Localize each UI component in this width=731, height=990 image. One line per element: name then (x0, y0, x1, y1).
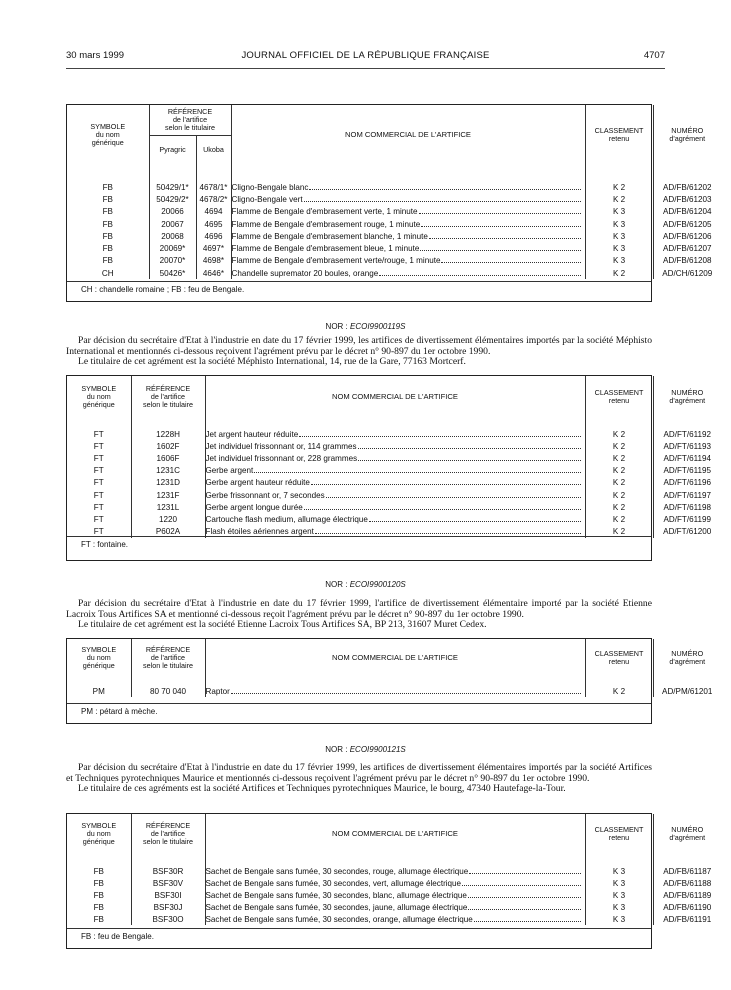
col-reference: RÉFÉRENCE de l'artifice selon le titulaire (149, 105, 231, 135)
cell-reference: BSF30R (131, 866, 205, 878)
cell-classement: K 2 (585, 489, 653, 501)
table-3-note: PM : pétard à mèche. (67, 703, 651, 723)
cell-nom-commercial: Sachet de Bengale sans fumée, 30 secondes, orange, allumage électrique (205, 913, 585, 925)
cell-symbole: FT (93, 441, 104, 451)
cell-classement: K 2 (585, 526, 653, 538)
cell-ref-pyragric: 20066 (149, 206, 196, 218)
cell-reference: 1606F (131, 452, 205, 464)
cell-classement: K 3 (585, 255, 653, 267)
cell-reference: BSF30V (131, 878, 205, 890)
table-row (67, 878, 721, 890)
col-numero: NUMÉRO d'agrément (653, 639, 721, 677)
cell-symbole: FB (93, 902, 104, 912)
table-row (67, 452, 721, 464)
table-row (67, 866, 721, 878)
cell-ref-ukoba: 4698* (196, 255, 231, 267)
cell-ref-pyragric: 20069* (149, 242, 196, 254)
paragraph-3-decision: Par décision du secrétaire d'Etat à l'industrie en date du 17 février 1999, l'artifice de divertissement élémentaire importé par la société Etienne Lacroix Tous Artifices SA et mentionné ci-dessous reçoit l'agrément prévu par le décret n° 90-897 du 1er octobre 1990. (66, 598, 652, 620)
cell-numero: AD/FB/61207 (653, 242, 721, 254)
table-2 (66, 375, 712, 561)
cell-nom-commercial: Cligno-Bengale blanc (231, 181, 585, 193)
cell-classement: K 2 (585, 477, 653, 489)
col-reference: RÉFÉRENCE de l'artifice selon le titulaire (131, 639, 205, 677)
cell-classement: K 2 (585, 513, 653, 525)
cell-nom-commercial: Flamme de Bengale d'embrasement verte/rouge, 1 minute (231, 255, 585, 267)
cell-reference: 1231C (131, 465, 205, 477)
cell-reference: 1602F (131, 440, 205, 452)
cell-numero: AD/FT/61192 (653, 428, 721, 440)
cell-classement: K 3 (585, 878, 653, 890)
cell-classement: K 2 (585, 452, 653, 464)
cell-ref-pyragric: 20068 (149, 230, 196, 242)
cell-classement: K 3 (585, 242, 653, 254)
nor-4: NOR : ECOI9900121S (325, 745, 406, 754)
cell-ref-pyragric: 20070* (149, 255, 196, 267)
paragraph-3 (66, 599, 652, 631)
cell-symbole: FB (102, 256, 113, 266)
cell-symbole: PM (92, 686, 105, 696)
cell-symbole: FT (93, 429, 104, 439)
col-classement: CLASSEMENT retenu (585, 105, 653, 165)
cell-numero: AD/FB/61208 (653, 255, 721, 267)
table-2-note: FT : fontaine. (67, 536, 651, 560)
cell-numero: AD/FT/61196 (653, 477, 721, 489)
cell-symbole: FT (93, 466, 104, 476)
cell-nom-commercial: Cligno-Bengale vert (231, 193, 585, 205)
cell-numero: AD/FB/61188 (653, 878, 721, 890)
cell-symbole: FT (93, 478, 104, 488)
cell-symbole: FT (93, 453, 104, 463)
cell-numero: AD/FB/61191 (653, 913, 721, 925)
table-row (67, 428, 721, 440)
paragraph-4 (66, 763, 652, 795)
cell-ref-pyragric: 50429/1* (149, 181, 196, 193)
table-row (67, 206, 721, 218)
cell-nom-commercial: Raptor (205, 685, 585, 697)
cell-ref-ukoba: 4697* (196, 242, 231, 254)
table-row (67, 255, 721, 267)
cell-numero: AD/FB/61189 (653, 890, 721, 902)
table-row (67, 218, 721, 230)
col-pyragric: Pyragric (149, 135, 196, 165)
paragraph-2-decision: Par décision du secrétaire d'Etat à l'industrie en date du 17 février 1999, les artifices de divertissement élémentaires importés par la société Méphisto International et mentionnés ci-dessous reçoivent l'agrément prévu par le décret n° 90-897 du 1er octobre 1990. (66, 335, 652, 357)
col-reference: RÉFÉRENCE de l'artifice selon le titulaire (131, 376, 205, 418)
cell-nom-commercial: Sachet de Bengale sans fumée, 30 secondes, vert, allumage électrique (205, 878, 585, 890)
cell-numero: AD/FB/61205 (653, 218, 721, 230)
table-row (67, 913, 721, 925)
cell-numero: AD/FT/61200 (653, 526, 721, 538)
cell-classement: K 2 (585, 267, 653, 279)
cell-classement: K 2 (585, 181, 653, 193)
cell-reference: 1231F (131, 489, 205, 501)
cell-reference: P602A (131, 526, 205, 538)
cell-reference: BSF30O (131, 913, 205, 925)
cell-ref-pyragric: 50426* (149, 267, 196, 279)
cell-numero: AD/FT/61197 (653, 489, 721, 501)
cell-nom-commercial: Flamme de Bengale d'embrasement bleue, 1 minute (231, 242, 585, 254)
col-nom: NOM COMMERCIAL DE L'ARTIFICE (205, 814, 585, 854)
cell-ref-ukoba: 4678/2* (196, 193, 231, 205)
col-classement: CLASSEMENT retenu (585, 814, 653, 854)
cell-classement: K 2 (585, 465, 653, 477)
table-row (67, 501, 721, 513)
cell-nom-commercial: Gerbe frissonnant or, 7 secondes (205, 489, 585, 501)
cell-nom-commercial: Jet argent hauteur réduite (205, 428, 585, 440)
col-symbole: SYMBOLE du nom générique (81, 645, 117, 670)
nor-2: NOR : ECOI9900119S (325, 322, 406, 331)
cell-numero: AD/FT/61198 (653, 501, 721, 513)
cell-classement: K 2 (585, 685, 653, 697)
cell-reference: 1231D (131, 477, 205, 489)
table-row (67, 242, 721, 254)
header-rule (66, 68, 665, 69)
cell-classement: K 3 (585, 901, 653, 913)
cell-nom-commercial: Gerbe argent (205, 465, 585, 477)
col-nom: NOM COMMERCIAL DE L'ARTIFICE (231, 105, 585, 165)
col-symbole: SYMBOLE du nom générique (81, 384, 117, 409)
cell-nom-commercial: Chandelle supremator 20 boules, orange (231, 267, 585, 279)
cell-classement: K 3 (585, 913, 653, 925)
cell-symbole: CH (101, 268, 114, 278)
cell-numero: AD/CH/61209 (653, 267, 721, 279)
cell-nom-commercial: Flamme de Bengale d'embrasement blanche, 1 minute (231, 230, 585, 242)
cell-classement: K 2 (585, 440, 653, 452)
cell-nom-commercial: Jet individuel frissonnant or, 228 grammes (205, 452, 585, 464)
cell-numero: AD/FT/61195 (653, 465, 721, 477)
table-row (67, 193, 721, 205)
cell-nom-commercial: Flamme de Bengale d'embrasement rouge, 1 minute (231, 218, 585, 230)
nor-3: NOR : ECOI9900120S (325, 580, 406, 589)
paragraph-2-titulaire: Le titulaire de cet agrément est la société Méphisto International, 14, rue de la Gare, 77163 Mortcerf. (78, 356, 466, 367)
cell-numero: AD/PM/61201 (653, 685, 721, 697)
cell-reference: 1220 (131, 513, 205, 525)
col-numero: NUMÉRO d'agrément (653, 376, 721, 418)
table-4-note: FB : feu de Bengale. (67, 928, 651, 948)
cell-ref-ukoba: 4696 (196, 230, 231, 242)
cell-classement: K 3 (585, 206, 653, 218)
header-title: JOURNAL OFFICIEL DE LA RÉPUBLIQUE FRANÇAISE (241, 50, 490, 61)
cell-symbole: FB (93, 914, 104, 924)
cell-nom-commercial: Sachet de Bengale sans fumée, 30 secondes, rouge, allumage électrique (205, 866, 585, 878)
cell-symbole: FB (102, 244, 113, 254)
paragraph-3-titulaire: Le titulaire de cet agrément est la société Etienne Lacroix Tous Artifices SA, BP 213, 31607 Muret Cedex. (78, 619, 487, 630)
table-1 (66, 104, 713, 302)
cell-classement: K 2 (585, 193, 653, 205)
table-row (67, 477, 721, 489)
cell-symbole: FB (102, 231, 113, 241)
cell-nom-commercial: Sachet de Bengale sans fumée, 30 secondes, blanc, allumage électrique (205, 890, 585, 902)
cell-ref-ukoba: 4646* (196, 267, 231, 279)
cell-nom-commercial: Flamme de Bengale d'embrasement verte, 1 minute (231, 206, 585, 218)
col-symbole: SYMBOLE du nom générique (90, 122, 126, 147)
col-symbole: SYMBOLE du nom générique (81, 821, 117, 846)
table-row (67, 489, 721, 501)
cell-nom-commercial: Gerbe argent longue durée (205, 501, 585, 513)
cell-symbole: FB (93, 890, 104, 900)
page-header (66, 50, 665, 64)
cell-ref-pyragric: 50429/2* (149, 193, 196, 205)
col-classement: CLASSEMENT retenu (585, 639, 653, 677)
col-classement: CLASSEMENT retenu (585, 376, 653, 418)
cell-classement: K 2 (585, 501, 653, 513)
col-nom: NOM COMMERCIAL DE L'ARTIFICE (205, 639, 585, 677)
cell-symbole: FB (102, 182, 113, 192)
table-row (67, 267, 721, 279)
header-date: 30 mars 1999 (66, 50, 125, 61)
col-reference: RÉFÉRENCE de l'artifice selon le titulaire (131, 814, 205, 854)
cell-numero: AD/FB/61206 (653, 230, 721, 242)
cell-symbole: FT (93, 527, 104, 537)
cell-numero: AD/FB/61187 (653, 866, 721, 878)
cell-nom-commercial: Cartouche flash medium, allumage électrique (205, 513, 585, 525)
cell-classement: K 3 (585, 890, 653, 902)
cell-ref-ukoba: 4694 (196, 206, 231, 218)
cell-ref-pyragric: 20067 (149, 218, 196, 230)
cell-numero: AD/FT/61193 (653, 440, 721, 452)
cell-reference: 1231L (131, 501, 205, 513)
cell-classement: K 2 (585, 428, 653, 440)
col-nom: NOM COMMERCIAL DE L'ARTIFICE (205, 376, 585, 418)
cell-symbole: FB (102, 207, 113, 217)
cell-reference: BSF30I (131, 890, 205, 902)
table-row (67, 890, 721, 902)
table-3 (66, 638, 713, 724)
col-numero: NUMÉRO d'agrément (653, 105, 721, 165)
table-4 (66, 813, 712, 949)
cell-symbole: FT (93, 490, 104, 500)
cell-ref-ukoba: 4678/1* (196, 181, 231, 193)
cell-reference: BSF30J (131, 901, 205, 913)
cell-nom-commercial: Gerbe argent hauteur réduite (205, 477, 585, 489)
cell-numero: AD/FB/61204 (653, 206, 721, 218)
paragraph-2 (66, 336, 652, 368)
table-row (67, 685, 721, 697)
cell-symbole: FB (102, 219, 113, 229)
cell-nom-commercial: Jet individuel frissonnant or, 114 grammes (205, 440, 585, 452)
paragraph-4-titulaire: Le titulaire de ces agréments est la société Artifices et Techniques pyrotechniques Maurice, le bourg, 47340 Hautefage-la-Tour. (78, 783, 566, 794)
table-1-note: CH : chandelle romaine ; FB : feu de Bengale. (67, 281, 651, 301)
header-page-number: 4707 (643, 50, 665, 61)
cell-symbole: FT (93, 514, 104, 524)
table-row (67, 230, 721, 242)
cell-symbole: FB (93, 879, 104, 889)
cell-nom-commercial: Sachet de Bengale sans fumée, 30 secondes, jaune, allumage électrique (205, 901, 585, 913)
cell-symbole: FB (93, 867, 104, 877)
table-row (67, 465, 721, 477)
cell-ref-ukoba: 4695 (196, 218, 231, 230)
cell-numero: AD/FB/61202 (653, 181, 721, 193)
cell-symbole: FB (102, 194, 113, 204)
col-numero: NUMÉRO d'agrément (653, 814, 721, 854)
cell-numero: AD/FB/61203 (653, 193, 721, 205)
cell-classement: K 3 (585, 230, 653, 242)
cell-numero: AD/FT/61199 (653, 513, 721, 525)
cell-classement: K 3 (585, 218, 653, 230)
cell-numero: AD/FT/61194 (653, 452, 721, 464)
cell-classement: K 3 (585, 866, 653, 878)
table-row (67, 181, 721, 193)
cell-reference: 1228H (131, 428, 205, 440)
cell-numero: AD/FB/61190 (653, 901, 721, 913)
paragraph-4-decision: Par décision du secrétaire d'Etat à l'industrie en date du 17 février 1999, les artifices de divertissement élémentaires importés par la société Artifices et Techniques pyrotechniques Maurice et mentionnés ci-dessous reçoivent l'agrément prévu par le décret n° 90-897 du 1er octobre 1990. (66, 762, 652, 784)
table-row (67, 440, 721, 452)
cell-nom-commercial: Flash étoiles aériennes argent (205, 526, 585, 538)
table-row (67, 901, 721, 913)
cell-symbole: FT (93, 502, 104, 512)
cell-reference: 80 70 040 (131, 685, 205, 697)
table-row (67, 513, 721, 525)
col-ukoba: Ukoba (196, 135, 231, 165)
